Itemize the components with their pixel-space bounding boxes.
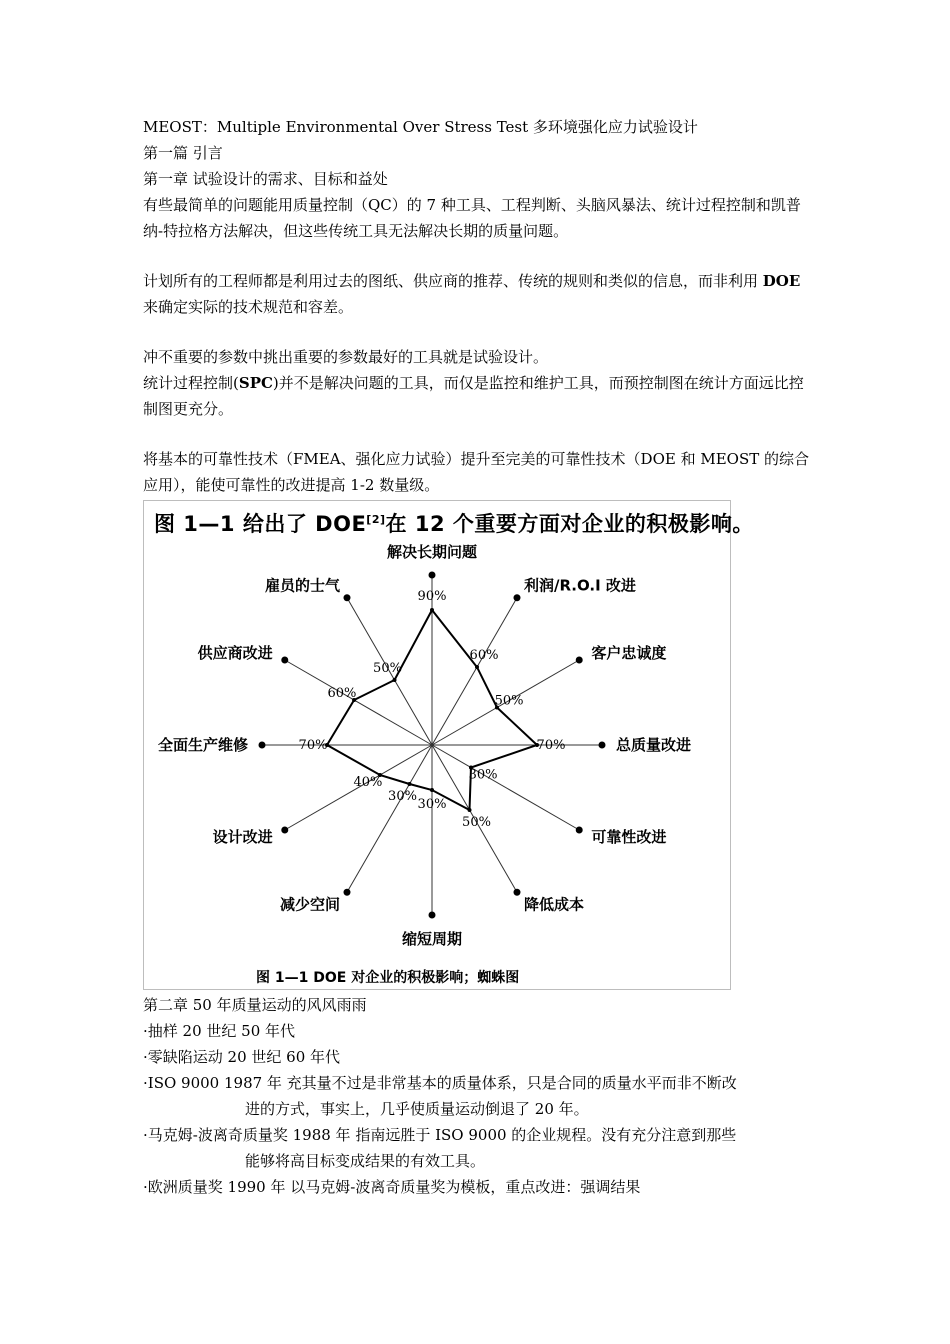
paragraph-4: 统计过程控制(SPC)并不是解决问题的工具，而仅是监控和维护工具，而预控制图在统计方面远比控制图更充分。 (143, 374, 804, 418)
list-item (143, 1122, 811, 1174)
spoke-end-marker (259, 742, 266, 749)
value-label: 60% (469, 647, 499, 663)
radar-point (430, 788, 434, 792)
value-label: 70% (298, 738, 328, 753)
category-label: 设计改进 (212, 828, 273, 846)
value-label: 50% (494, 693, 524, 709)
document-header: MEOST：Multiple Environmental Over Stress Test 多环境强化应力试验设计 (143, 118, 698, 136)
list-item (143, 1044, 811, 1070)
chapter-heading-1: 第一章 试验设计的需求、目标和益处 (143, 170, 388, 188)
radar-point (393, 678, 397, 682)
list-item-continuation: 进的方式，事实上，几乎使质量运动倒退了 20 年。 (245, 1100, 589, 1118)
list-item (143, 1070, 811, 1122)
spoke-line (432, 745, 579, 830)
quality-history-list (143, 1018, 811, 1200)
category-label: 减少空间 (279, 895, 340, 914)
value-label: 60% (327, 686, 357, 701)
category-label: 客户忠诚度 (591, 644, 667, 662)
spoke-end-marker (429, 912, 436, 919)
doe-term: DOE (762, 272, 801, 290)
spoke-end-marker (576, 657, 583, 664)
part-heading: 第一篇 引言 (143, 144, 223, 162)
value-label: 30% (468, 767, 498, 783)
radar-point (475, 665, 479, 669)
list-item-text: ·零缺陷运动 20 世纪 60 年代 (143, 1048, 341, 1066)
spoke-end-marker (599, 742, 606, 749)
list-item (143, 1174, 811, 1200)
radar-point (468, 808, 472, 812)
spoke-end-marker (514, 889, 521, 896)
category-label: 雇员的士气 (264, 576, 340, 595)
chapter-heading-2: 第二章 50 年质量运动的风风雨雨 (143, 996, 367, 1014)
list-item-continuation: 能够将高目标变成结果的有效工具。 (245, 1152, 486, 1170)
spoke-end-marker (514, 594, 521, 601)
value-label: 90% (417, 589, 447, 604)
figure-title: 图 1—1 给出了 DOE[2]在 12 个重要方面对企业的积极影响。 (154, 512, 754, 536)
figure-caption: 图 1—1 DOE 对企业的积极影响；蜘蛛图 (256, 970, 520, 986)
radar-point (408, 782, 412, 786)
category-label: 可靠性改进 (591, 828, 667, 846)
list-item-text: ·欧洲质量奖 1990 年 以马克姆-波离奇质量奖为模板，重点改进：强调结果 (143, 1178, 641, 1196)
category-label: 解决长期问题 (386, 543, 478, 561)
value-label: 30% (388, 789, 417, 805)
paragraph-1: 有些最简单的问题能用质量控制（QC）的 7 种工具、工程判断、头脑风暴法、统计过程控制和凯普纳-特拉格方法解决，但这些传统工具无法解决长期的质量问题。 (143, 196, 801, 240)
value-label: 30% (417, 797, 447, 812)
spc-term: SPC (238, 374, 273, 392)
list-item-text: ·马克姆-波离奇质量奖 1988 年 指南远胜于 ISO 9000 的企业规程。没有充分注意到那些 (143, 1126, 737, 1144)
category-label: 降低成本 (524, 895, 585, 914)
spoke-line (347, 745, 432, 892)
spoke-end-marker (344, 594, 351, 601)
category-label: 供应商改进 (197, 644, 273, 662)
category-label: 缩短周期 (401, 930, 463, 948)
spider-chart (144, 501, 730, 989)
paragraph-3: 冲不重要的参数中挑出重要的参数最好的工具就是试验设计。 (143, 348, 549, 366)
value-label: 50% (462, 815, 491, 831)
spoke-line (432, 598, 517, 745)
paragraph-5: 将基本的可靠性技术（FMEA、强化应力试验）提升至完美的可靠性技术（DOE 和 MEOST 的综合应用），能使可靠性的改进提高 1-2 数量级。 (143, 450, 810, 494)
spoke-end-marker (429, 572, 436, 579)
document-page (143, 114, 811, 1200)
spider-chart-figure (143, 500, 754, 990)
paragraph-2: 计划所有的工程师都是利用过去的图纸、供应商的推荐、传统的规则和类似的信息，而非利用 DOE 来确定实际的技术规范和容差。 (143, 272, 801, 316)
value-label: 40% (353, 775, 383, 790)
list-item-text: ·ISO 9000 1987 年 充其量不过是非常基本的质量体系，只是合同的质量水平而非不断改 (143, 1074, 737, 1092)
list-item-text: ·抽样 20 世纪 50 年代 (143, 1022, 296, 1040)
spoke-end-marker (344, 889, 351, 896)
category-label: 利润/R.O.I 改进 (524, 576, 636, 595)
spoke-end-marker (281, 827, 288, 834)
spoke-end-marker (576, 827, 583, 834)
value-label: 70% (536, 738, 566, 753)
value-label: 50% (373, 660, 402, 676)
category-label: 总质量改进 (616, 736, 692, 754)
list-item (143, 1018, 811, 1044)
radar-point (430, 608, 434, 612)
spoke-line (285, 660, 432, 745)
category-label: 全面生产维修 (157, 736, 248, 754)
spoke-end-marker (281, 657, 288, 664)
